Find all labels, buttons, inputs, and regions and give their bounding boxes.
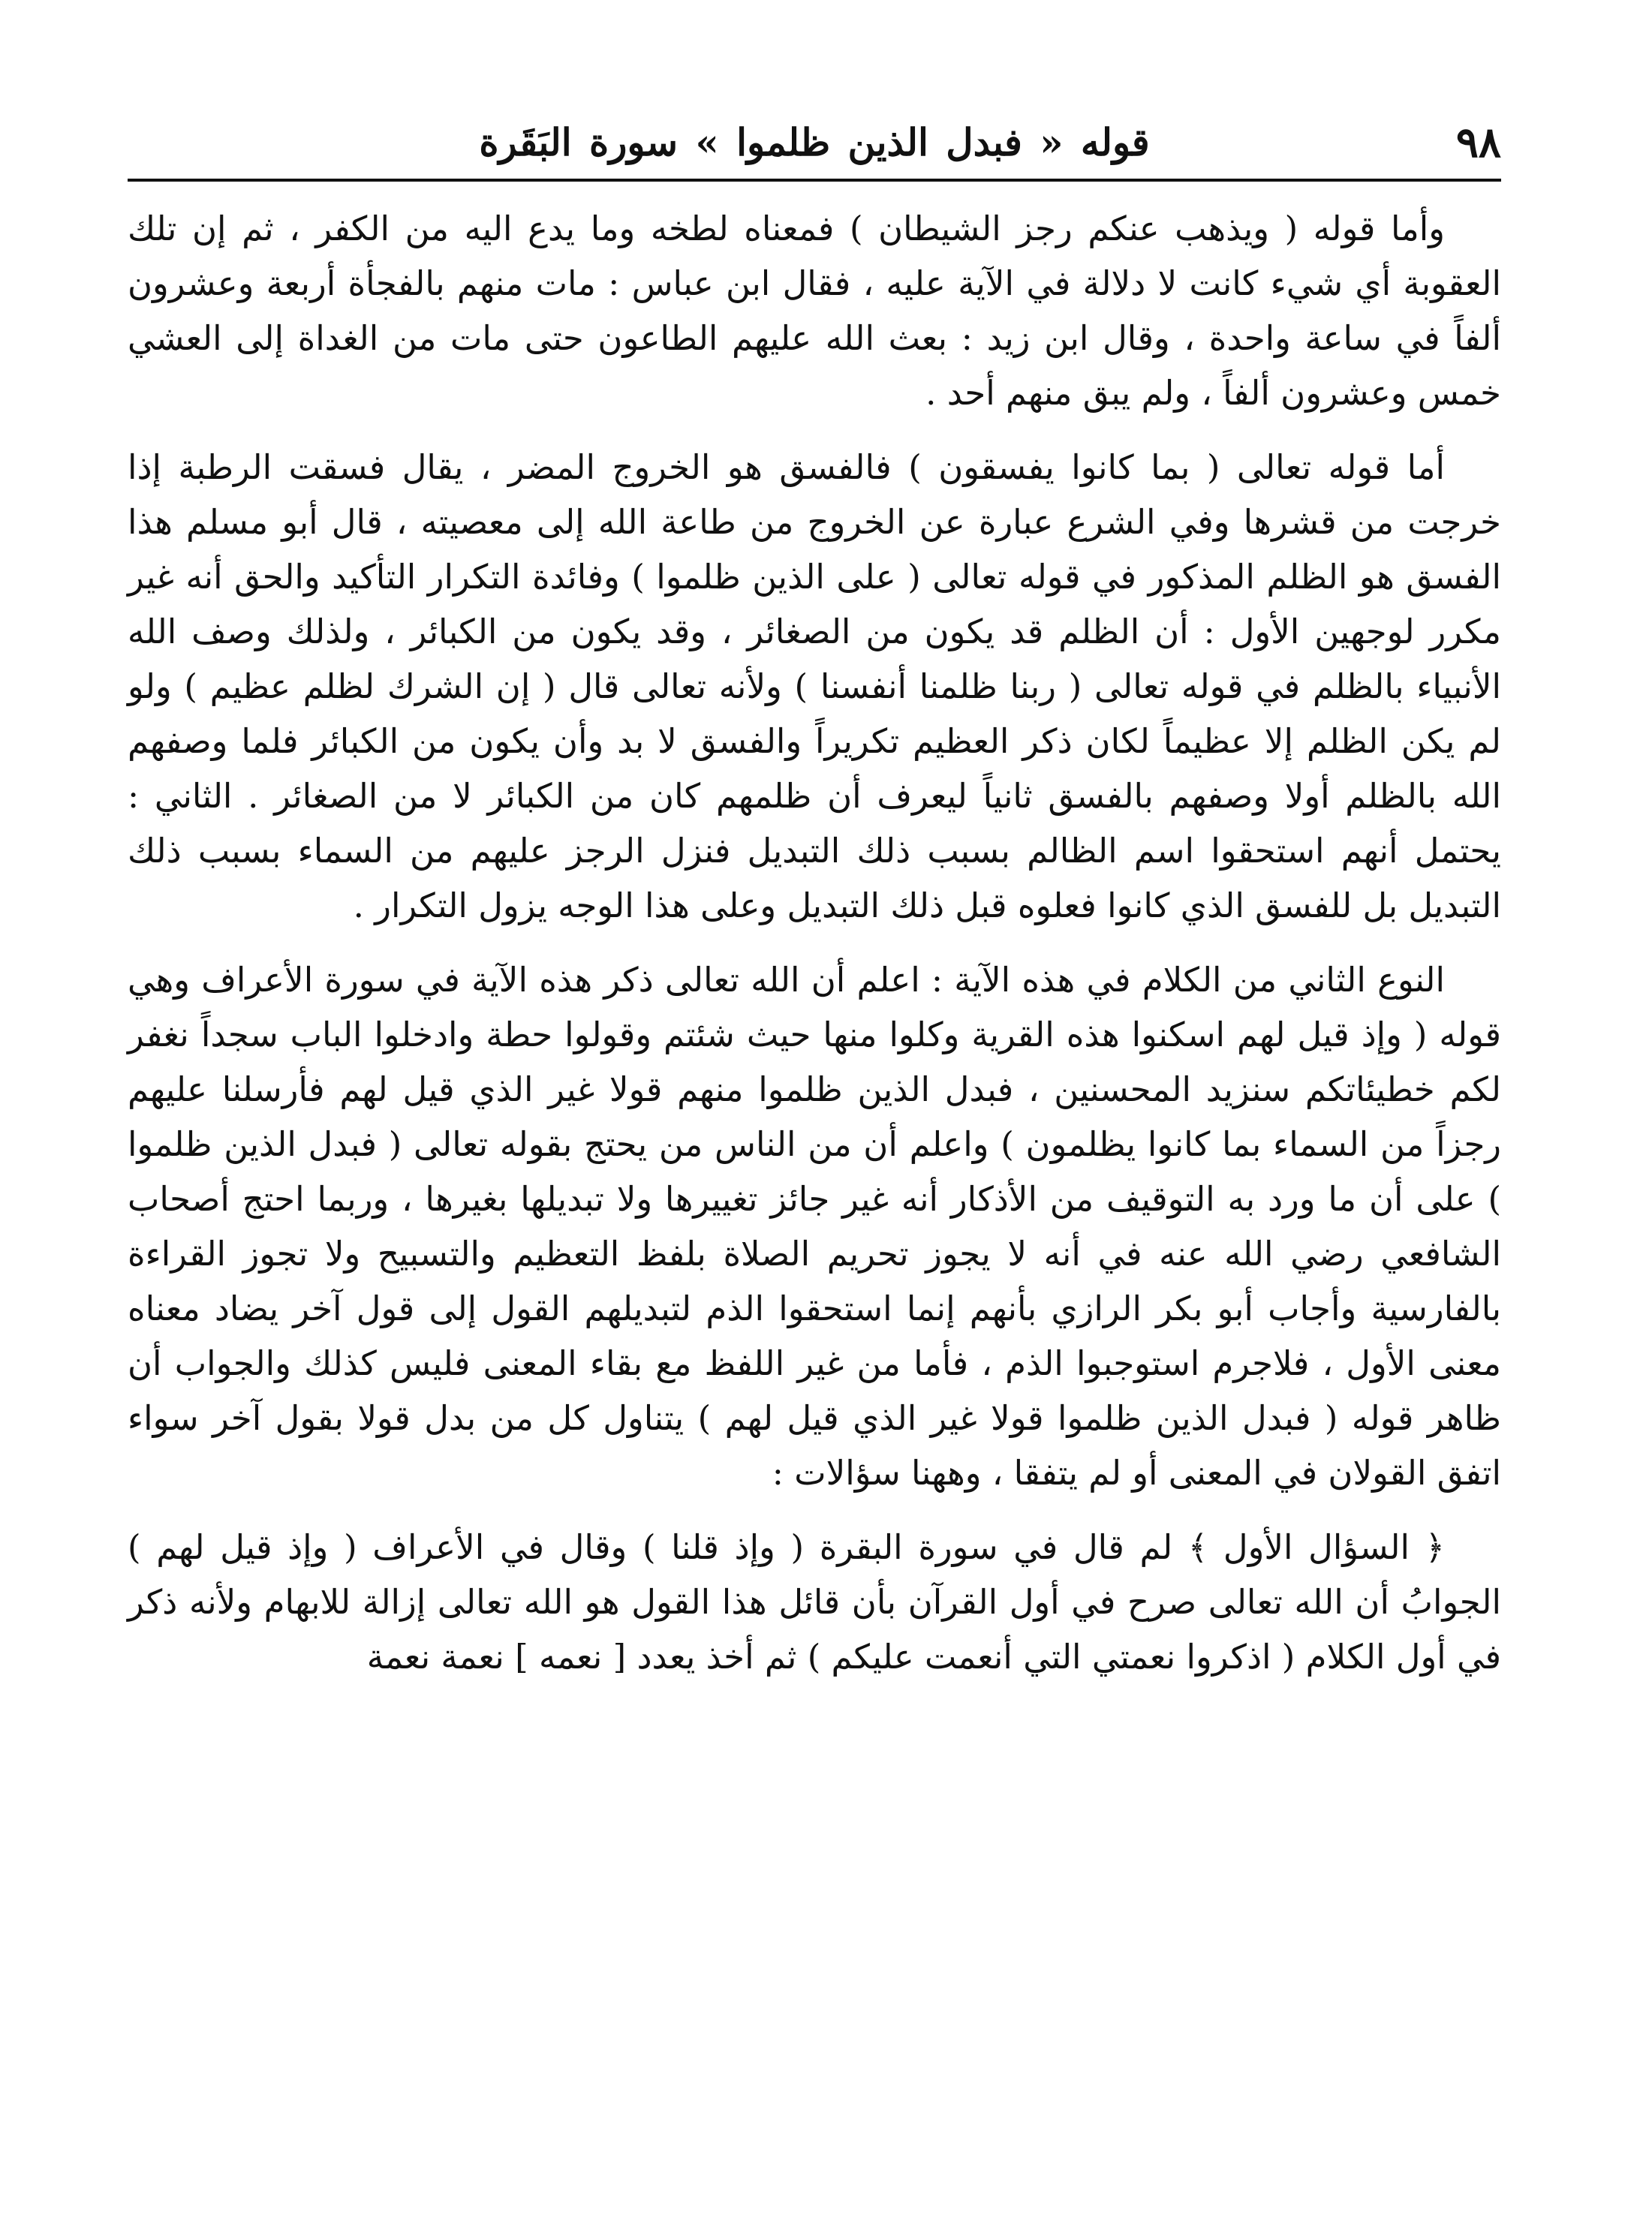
page-number: ٩٨ — [1455, 118, 1501, 167]
paragraph-first-question: ﴿ السؤال الأول ﴾ لم قال في سورة البقرة ( وإذ قلنا ) وقال في الأعراف ( وإذ قيل لهم ) الجوابُ أن الله تعالى صرح في أول القرآن بأن قائل هذا القول هو الله تعالى إزالة للابهام ولأنه ذكر في أول الكلام ( اذكروا نعمتي التي أنعمت عليكم ) ثم أخذ يعدد [ نعمه ] نعمة نعمة — [128, 1527, 1501, 1677]
paragraph-second-type: النوع الثاني من الكلام في هذه الآية : اعلم أن الله تعالى ذكر هذه الآية في سورة الأعراف وهي قوله ( وإذ قيل لهم اسكنوا هذه القرية وكلوا منها حيث شئتم وقولوا حطة وادخلوا الباب سجداً نغفر لكم خطيئاتكم سنزيد المحسنين ، فبدل الذين ظلموا منهم قولا غير الذي قيل لهم فأرسلنا عليهم رجزاً من السماء بما كانوا يظلمون ) واعلم أن من الناس من يحتج بقوله تعالى ( فبدل الذين ظلموا ) على أن ما ورد به التوقيف من الأذكار أنه غير جائز تغييرها ولا تبديلها بغيرها ، وربما احتج أصحاب الشافعي رضي الله عنه في أنه لا يجوز تحريم الصلاة بلفظ التعظيم والتسبيح ولا تجوز القراءة بالفارسية وأجاب أبو بكر الرازي بأنهم إنما استحقوا الذم لتبديلهم القول إلى قول آخر يضاد معناه معنى الأول ، فلاجرم استوجبوا الذم ، فأما من غير اللفظ مع بقاء المعنى فليس كذلك والجواب أن ظاهر قوله ( فبدل الذين ظلموا قولا غير الذي قيل لهم ) يتناول كل من بدل قولا بقول آخر سواء اتفق القولان في المعنى أو لم يتفقا ، وههنا سؤالات : — [128, 960, 1502, 1493]
running-head: قوله « فبدل الذين ظلموا » سورة البَقَرة — [479, 120, 1150, 164]
body-text — [128, 201, 1501, 1684]
paragraph-fisq: أما قوله تعالى ( بما كانوا يفسقون ) فالفسق هو الخروج المضر ، يقال فسقت الرطبة إذا خرجت من قشرها وفي الشرع عبارة عن الخروج من طاعة الله إلى معصيته ، قال أبو مسلم هذا الفسق هو الظلم المذكور في قوله تعالى ( على الذين ظلموا ) وفائدة التكرار التأكيد والحق أنه غير مكرر لوجهين الأول : أن الظلم قد يكون من الصغائر ، وقد يكون من الكبائر ، ولذلك وصف الله الأنبياء بالظلم في قوله تعالى ( ربنا ظلمنا أنفسنا ) ولأنه تعالى قال ( إن الشرك لظلم عظيم ) ولو لم يكن الظلم إلا عظيماً لكان ذكر العظيم تكريراً والفسق لا بد وأن يكون من الكبائر فلما وصفهم الله بالظلم أولا وصفهم بالفسق ثانياً ليعرف أن ظلمهم كان من الكبائر لا من الصغائر . الثاني : يحتمل أنهم استحقوا اسم الظالم بسبب ذلك التبديل فنزل الرجز عليهم من السماء بسبب ذلك التبديل بل للفسق الذي كانوا فعلوه قبل ذلك التبديل وعلى هذا الوجه يزول التكرار . — [128, 447, 1501, 925]
page-header — [128, 113, 1501, 173]
header-rule — [128, 179, 1501, 182]
paragraph-punishment: وأما قوله ( ويذهب عنكم رجز الشيطان ) فمعناه لطخه وما يدع اليه من الكفر ، ثم إن تلك العقوبة أي شيء كانت لا دلالة في الآية عليه ، فقال ابن عباس : مات منهم بالفجأة أربعة وعشرون ألفاً في ساعة واحدة ، وقال ابن زيد : بعث الله عليهم الطاعون حتى مات من الغداة إلى العشي خمس وعشرون ألفاً ، ولم يبق منهم أحد . — [128, 209, 1501, 413]
